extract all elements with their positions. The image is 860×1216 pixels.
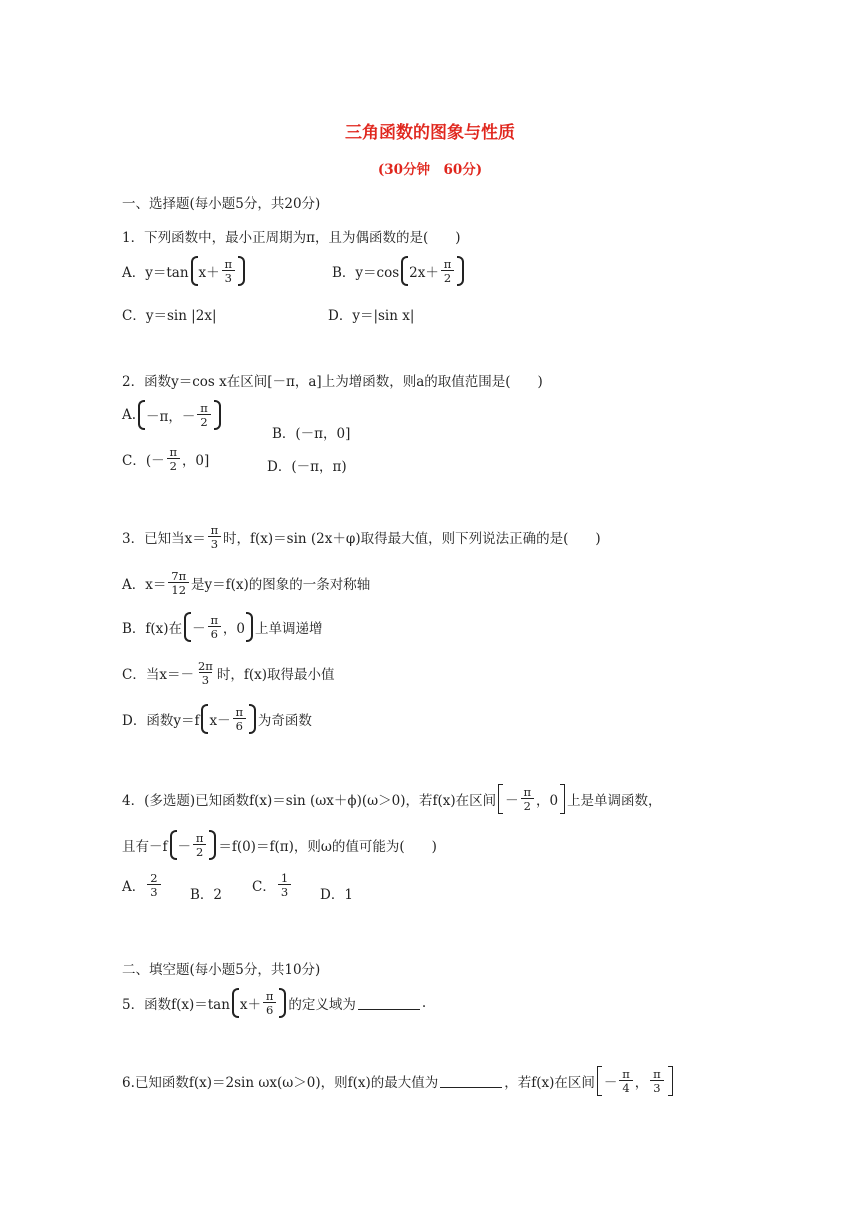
stem-text: 时，f(x)＝sin (2x＋φ)取得最大值，则下列说法正确的是( ) bbox=[223, 531, 601, 548]
stem-text: . bbox=[421, 995, 427, 1012]
fraction bbox=[521, 786, 534, 812]
question-1-option-c: C．y＝sin |2x| bbox=[122, 308, 217, 324]
fraction bbox=[196, 660, 215, 686]
option-text: D．函数y＝f bbox=[122, 713, 200, 730]
question-3-option-a bbox=[122, 570, 370, 596]
expr-text: － bbox=[177, 839, 191, 856]
section-heading-choice: 一、选择题(每小题5分，共20分) bbox=[122, 196, 321, 212]
option-text: C． bbox=[252, 879, 276, 896]
page-subtitle: (30分钟 60分) bbox=[377, 162, 483, 178]
question-1-option-d: D．y＝|sin x| bbox=[328, 308, 415, 324]
option-text: C．当x＝－ bbox=[122, 667, 194, 684]
expr-text: －π，－ bbox=[146, 409, 196, 426]
fraction-denominator: 3 bbox=[650, 1080, 663, 1094]
answer-blank[interactable] bbox=[440, 1075, 502, 1088]
fraction bbox=[197, 402, 210, 428]
question-1-option-b bbox=[332, 258, 466, 284]
question-2-option-a bbox=[122, 402, 223, 428]
expr-text: － bbox=[505, 793, 519, 810]
fraction-denominator: 2 bbox=[167, 458, 180, 472]
expr-text: ，0 bbox=[222, 621, 245, 638]
expr-text: － bbox=[603, 1075, 618, 1092]
fraction-denominator: 12 bbox=[168, 582, 189, 596]
expr-text: x＋ bbox=[198, 265, 220, 282]
question-4-stem bbox=[122, 786, 662, 812]
fraction bbox=[222, 258, 235, 284]
fraction bbox=[650, 1068, 663, 1094]
fraction-numerator: π bbox=[210, 613, 219, 627]
fraction-denominator: 3 bbox=[278, 884, 291, 898]
stem-text: 6.已知函数f(x)＝2sin ωx(ω＞0)，则f(x)的最大值为 bbox=[122, 1075, 439, 1092]
question-2-stem: 2．函数y＝cos x在区间[－π，a]上为增函数，则a的取值范围是( ) bbox=[122, 374, 543, 390]
option-text: 是y＝f(x)的图象的一条对称轴 bbox=[191, 577, 371, 594]
fraction bbox=[619, 1068, 632, 1094]
option-text: C．(－ bbox=[122, 453, 165, 470]
question-6 bbox=[122, 1068, 675, 1094]
question-4-option-d: D．1 bbox=[320, 887, 353, 903]
fraction-numerator: π bbox=[224, 257, 233, 271]
option-text: 为奇函数 bbox=[257, 713, 312, 730]
fraction-numerator: π bbox=[443, 257, 452, 271]
question-4-option-b: B．2 bbox=[190, 887, 223, 903]
question-3-option-b bbox=[122, 614, 323, 640]
parenthesis-group bbox=[191, 258, 245, 284]
expr-text: ， bbox=[634, 1075, 649, 1092]
fraction-denominator: 2 bbox=[521, 798, 534, 812]
fraction bbox=[168, 570, 189, 596]
fraction-denominator: 6 bbox=[208, 626, 221, 640]
question-3-option-c bbox=[122, 660, 334, 686]
option-text: B．f(x)在 bbox=[122, 621, 183, 638]
expr-text: x－ bbox=[209, 713, 231, 730]
parenthesis-group bbox=[232, 990, 286, 1016]
fraction bbox=[208, 614, 221, 640]
fraction-denominator: 4 bbox=[619, 1080, 632, 1094]
fraction bbox=[208, 524, 221, 550]
fraction-numerator: π bbox=[200, 401, 208, 415]
expr-text: ，0 bbox=[535, 793, 559, 810]
question-4-stem-line2 bbox=[122, 832, 437, 858]
fraction-denominator: 2 bbox=[441, 270, 454, 284]
stem-text: 的定义域为 bbox=[288, 997, 356, 1014]
question-2-option-c bbox=[122, 446, 209, 472]
question-4-option-c bbox=[252, 872, 293, 898]
fraction-denominator: 3 bbox=[199, 672, 212, 686]
fraction-denominator: 3 bbox=[147, 884, 160, 898]
question-5 bbox=[122, 990, 426, 1016]
option-text: 上单调递增 bbox=[255, 621, 323, 638]
fraction bbox=[441, 258, 454, 284]
option-text: B．y＝cos bbox=[332, 265, 400, 282]
fraction-numerator: π bbox=[169, 445, 178, 459]
fraction-numerator: π bbox=[653, 1067, 661, 1081]
question-4-option-a bbox=[122, 872, 163, 898]
option-text: 时，f(x)取得最小值 bbox=[216, 667, 335, 684]
fraction-denominator: 6 bbox=[233, 718, 246, 732]
option-text: A. bbox=[122, 407, 137, 424]
fraction-denominator: 2 bbox=[193, 844, 206, 858]
fraction bbox=[147, 872, 160, 898]
fraction-denominator: 3 bbox=[208, 536, 221, 550]
fraction-numerator: 1 bbox=[280, 871, 289, 885]
stem-text: 上是单调函数， bbox=[567, 793, 662, 810]
fraction bbox=[167, 446, 180, 472]
parenthesis-group bbox=[184, 614, 253, 640]
expr-text: － bbox=[192, 621, 206, 638]
fraction-denominator: 6 bbox=[263, 1002, 276, 1016]
fraction bbox=[263, 990, 276, 1016]
question-3-stem bbox=[122, 524, 601, 550]
fraction-numerator: π bbox=[265, 989, 274, 1003]
stem-text: 且有－f bbox=[122, 839, 168, 856]
bracket-group bbox=[498, 786, 565, 812]
fraction bbox=[278, 872, 291, 898]
option-text: A． bbox=[122, 879, 146, 896]
fraction-denominator: 2 bbox=[197, 414, 210, 428]
fraction-numerator: 2 bbox=[150, 871, 158, 885]
question-1-stem: 1．下列函数中，最小正周期为π，且为偶函数的是( ) bbox=[122, 230, 461, 246]
answer-blank[interactable] bbox=[358, 997, 420, 1010]
fraction-numerator: π bbox=[235, 705, 244, 719]
fraction bbox=[233, 706, 246, 732]
stem-text: ＝f(0)＝f(π)，则ω的值可能为( ) bbox=[218, 839, 437, 856]
fraction-numerator: π bbox=[523, 785, 532, 799]
question-2-option-d: D．(－π，π) bbox=[267, 459, 347, 475]
stem-text: ，若f(x)在区间 bbox=[504, 1075, 595, 1092]
expr-text: 2x＋ bbox=[409, 265, 439, 282]
option-text: A．x＝ bbox=[122, 577, 167, 594]
parenthesis-group bbox=[138, 402, 221, 428]
fraction-numerator: π bbox=[195, 831, 204, 845]
question-1-option-a bbox=[122, 258, 247, 284]
question-3-option-d bbox=[122, 706, 312, 732]
parenthesis-group bbox=[401, 258, 464, 284]
stem-text: 5．函数f(x)＝tan bbox=[122, 997, 230, 1014]
fraction bbox=[193, 832, 206, 858]
option-text: ，0] bbox=[181, 453, 210, 470]
fraction-numerator: π bbox=[210, 523, 219, 537]
page-title: 三角函数的图象与性质 bbox=[345, 123, 515, 143]
parenthesis-group bbox=[170, 832, 217, 858]
parenthesis-group bbox=[201, 706, 255, 732]
stem-text: 4．(多选题)已知函数f(x)＝sin (ωx＋ϕ)(ω＞0)，若f(x)在区间 bbox=[122, 793, 497, 810]
bracket-group bbox=[597, 1068, 673, 1094]
stem-text: 3．已知当x＝ bbox=[122, 531, 206, 548]
option-text: A．y＝tan bbox=[122, 265, 189, 282]
fraction-numerator: 2π bbox=[197, 659, 213, 673]
expr-text: x＋ bbox=[239, 997, 262, 1014]
fraction-denominator: 3 bbox=[222, 270, 235, 284]
fraction-numerator: π bbox=[622, 1067, 630, 1081]
section-heading-fill: 二、填空题(每小题5分，共10分) bbox=[122, 962, 321, 978]
fraction-numerator: 7π bbox=[171, 569, 187, 583]
question-2-option-b: B．(－π，0] bbox=[272, 426, 351, 442]
